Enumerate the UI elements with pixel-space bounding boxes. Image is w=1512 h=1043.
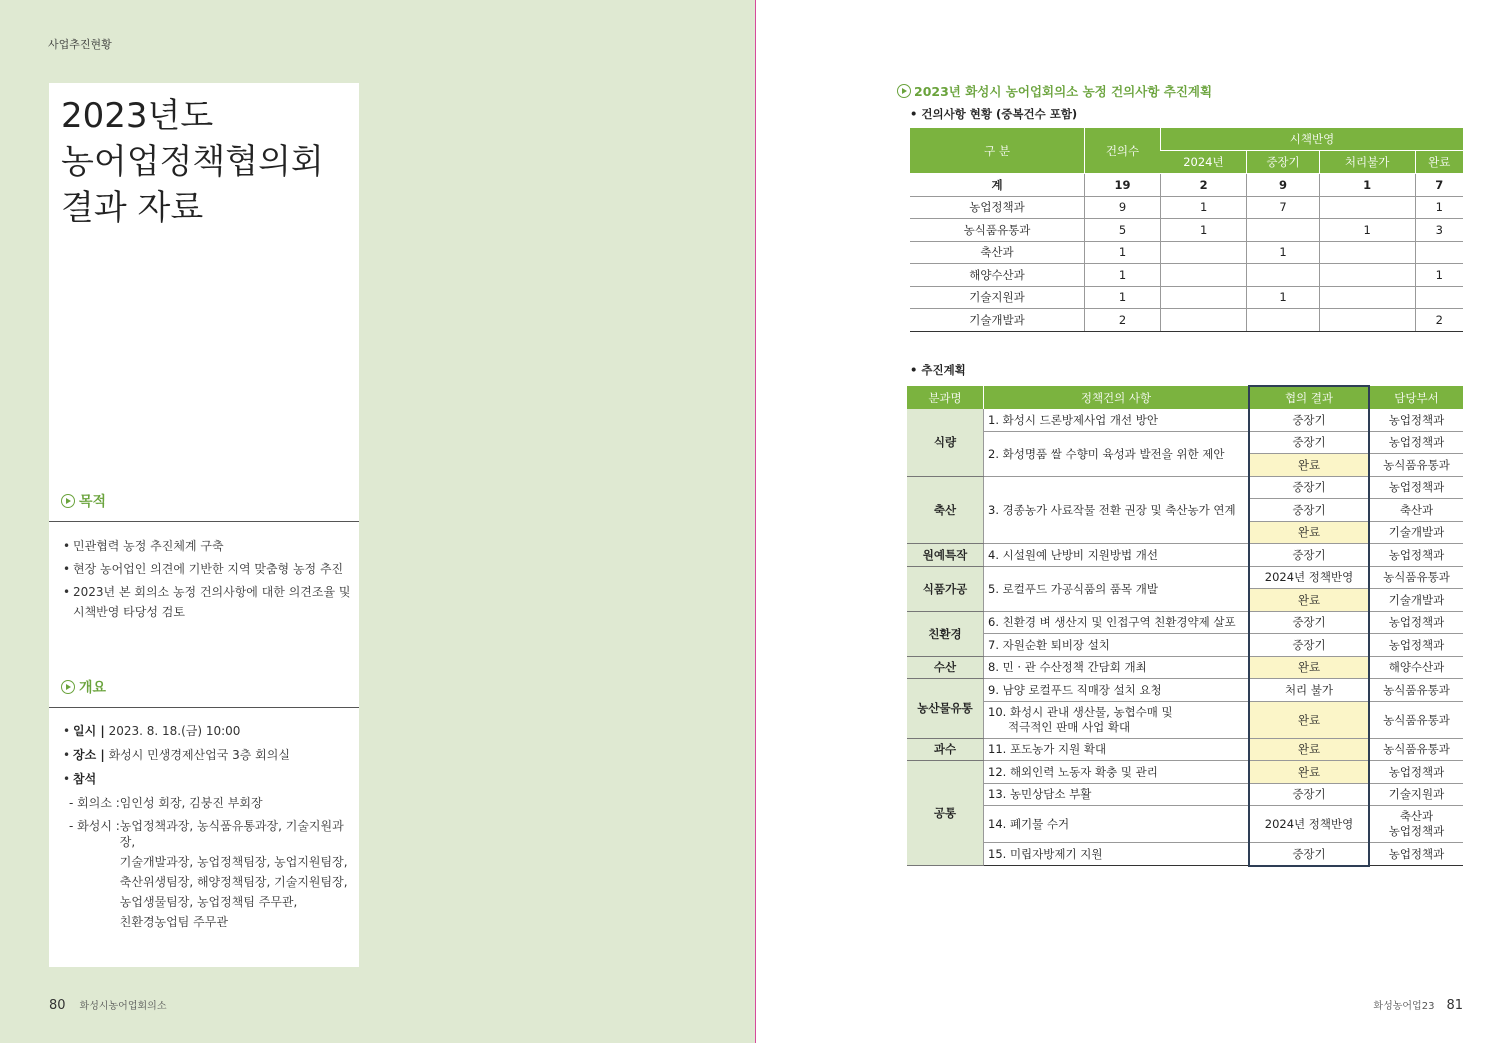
value-cell [1319, 286, 1415, 309]
dept-cell: 기술개발과 [1369, 521, 1463, 544]
result-cell: 중장기 [1249, 409, 1369, 431]
value-cell: 1 [1415, 196, 1463, 219]
dept-cell: 기술개발과 [1369, 589, 1463, 612]
play-circle-icon [61, 680, 75, 694]
value-cell: 1 [1085, 286, 1161, 309]
result-cell: 완료 [1249, 454, 1369, 477]
category-cell: 식량 [907, 409, 984, 476]
result-cell: 완료 [1249, 656, 1369, 679]
table-row [907, 611, 1463, 634]
result-cell: 중장기 [1249, 843, 1369, 866]
item-cell: 13. 농민상담소 부활 [984, 783, 1250, 806]
table-row [910, 241, 1463, 264]
dept-cell: 농식품유통과 [1369, 738, 1463, 761]
category-cell: 공통 [907, 761, 984, 866]
page-number: 81 [1446, 998, 1463, 1013]
table-row [907, 656, 1463, 679]
result-cell: 완료 [1249, 701, 1369, 738]
value-cell: 9 [1085, 196, 1161, 219]
value-cell: 1 [1085, 241, 1161, 264]
item-cell: 4. 시설원예 난방비 지원방법 개선 [984, 544, 1250, 567]
status-subheading: • 건의사항 현황 (중복건수 포함) [910, 107, 1078, 121]
table-row [907, 634, 1463, 657]
table-row [907, 566, 1463, 589]
list-item: • 현장 농어업인 의견에 기반한 지역 맞춤형 농정 추진 [63, 561, 351, 577]
right-page [756, 0, 1512, 1043]
result-cell: 중장기 [1249, 499, 1369, 522]
dept-cell: 농업정책과 [1369, 409, 1463, 431]
result-cell: 중장기 [1249, 431, 1369, 454]
date-row: • 일시 | 2023. 8. 18.(금) 10:00 [63, 723, 359, 739]
title-line: 2023년도 [61, 96, 214, 136]
value-cell: 2 [1085, 309, 1161, 332]
value-cell [1415, 241, 1463, 264]
table-row [907, 409, 1463, 431]
item-cell: 3. 경종농가 사료작물 전환 권장 및 축산농가 연계 [984, 476, 1250, 544]
table-row [907, 544, 1463, 567]
dept-cell: 농식품유통과 [1369, 454, 1463, 477]
col-header: 정책건의 사항 [984, 386, 1250, 409]
col-header: 중장기 [1247, 151, 1319, 174]
result-cell: 완료 [1249, 521, 1369, 544]
status-table [910, 128, 1463, 332]
category-cell: 계 [910, 174, 1085, 197]
item-cell: 7. 자원순환 퇴비장 설치 [984, 634, 1250, 657]
item-cell: 5. 로컬푸드 가공식품의 품목 개발 [984, 566, 1250, 611]
value-cell [1161, 264, 1247, 287]
council-attendees: - 회의소 : 임인성 회장, 김붕진 부회장 [69, 796, 263, 810]
table-row [910, 286, 1463, 309]
category-cell: 축산 [907, 476, 984, 544]
table-row [907, 431, 1463, 454]
category-cell: 친환경 [907, 611, 984, 656]
col-header: 건의수 [1085, 128, 1161, 174]
value-cell: 1 [1161, 219, 1247, 242]
col-header: 구 분 [910, 128, 1085, 174]
item-cell: 2. 화성명품 쌀 수향미 육성과 발전을 위한 제안 [984, 431, 1250, 476]
table-row [910, 264, 1463, 287]
category-cell: 농식품유통과 [910, 219, 1085, 242]
left-footer [49, 997, 167, 1013]
value-cell: 9 [1247, 174, 1319, 197]
list-item: • 민관협력 농정 추진체계 구축 [63, 538, 351, 554]
category-cell: 식품가공 [907, 566, 984, 611]
col-header: 담당부서 [1369, 386, 1463, 409]
table-row [907, 738, 1463, 761]
dept-cell: 농업정책과 [1369, 761, 1463, 784]
overview-info [63, 723, 359, 941]
dept-cell: 농식품유통과 [1369, 566, 1463, 589]
value-cell: 5 [1085, 219, 1161, 242]
col-header: 시책반영 [1161, 128, 1464, 151]
title-line: 농어업정책협의회 [61, 142, 324, 182]
category-cell: 축산과 [910, 241, 1085, 264]
result-cell: 완료 [1249, 761, 1369, 784]
item-cell: 14. 폐기물 수거 [984, 806, 1250, 843]
item-cell: 11. 포도농가 지원 확대 [984, 738, 1250, 761]
value-cell [1247, 309, 1319, 332]
table-row [907, 843, 1463, 866]
footer-publication: 화성농어업23 [1373, 1001, 1435, 1012]
title-card [49, 83, 359, 967]
table-row [907, 761, 1463, 784]
item-cell: 6. 친환경 벼 생산지 및 인접구역 친환경약제 살포 [984, 611, 1250, 634]
col-header: 처리불가 [1319, 151, 1415, 174]
value-cell: 1 [1247, 241, 1319, 264]
table-row [910, 196, 1463, 219]
result-cell: 2024년 정책반영 [1249, 806, 1369, 843]
footer-org: 화성시농어업회의소 [79, 1001, 167, 1012]
right-footer [1373, 997, 1463, 1013]
item-cell: 1. 화성시 드론방제사업 개선 방안 [984, 409, 1250, 431]
dept-cell: 축산과 농업정책과 [1369, 806, 1463, 843]
category-cell: 수산 [907, 656, 984, 679]
category-cell: 과수 [907, 738, 984, 761]
value-cell: 19 [1085, 174, 1161, 197]
table-row [910, 309, 1463, 332]
value-cell: 2 [1415, 309, 1463, 332]
dept-cell: 해양수산과 [1369, 656, 1463, 679]
city-attendees: - 화성시 : 농업정책과장, 농식품유통과장, 기술지원과장, 기술개발과장, 농업정책팀장, 농업지원팀장, 축산위생팀장, 해양정책팀장, 기술지원팀장, 농업생물팀장, 농업정책팀 주무관, 친환경농업팀 주무관 [69, 819, 348, 929]
result-cell: 중장기 [1249, 783, 1369, 806]
result-cell: 완료 [1249, 738, 1369, 761]
item-cell: 12. 해외인력 노동자 확충 및 관리 [984, 761, 1250, 784]
value-cell [1247, 219, 1319, 242]
dept-cell: 농업정책과 [1369, 634, 1463, 657]
result-cell: 중장기 [1249, 611, 1369, 634]
running-head: 사업추진현황 [48, 38, 112, 51]
item-cell: 15. 미립자방제기 지원 [984, 843, 1250, 866]
plan-table [907, 385, 1463, 867]
category-cell: 기술개발과 [910, 309, 1085, 332]
value-cell [1247, 264, 1319, 287]
plan-subheading: • 추진계획 [910, 363, 966, 377]
value-cell [1161, 309, 1247, 332]
place-row: • 장소 | 화성시 민생경제산업국 3층 회의실 [63, 747, 359, 763]
value-cell: 1 [1161, 196, 1247, 219]
category-cell: 농업정책과 [910, 196, 1085, 219]
table-row [907, 701, 1463, 738]
overview-heading: 개요 [61, 677, 106, 697]
dept-cell: 농업정책과 [1369, 843, 1463, 866]
item-cell: 10. 화성시 관내 생산물, 농협수매 및 적극적인 판매 사업 확대 [984, 701, 1250, 738]
table-row [910, 174, 1463, 197]
attendees-row: • 참석 [63, 771, 359, 787]
section-divider [49, 707, 359, 708]
category-cell: 원예특작 [907, 544, 984, 567]
col-header: 분과명 [907, 386, 984, 409]
value-cell [1415, 286, 1463, 309]
dept-cell: 농업정책과 [1369, 431, 1463, 454]
value-cell [1161, 241, 1247, 264]
value-cell: 1 [1415, 264, 1463, 287]
table-row [907, 783, 1463, 806]
purpose-heading: 목적 [61, 491, 106, 511]
dept-cell: 기술지원과 [1369, 783, 1463, 806]
dept-cell: 농업정책과 [1369, 611, 1463, 634]
value-cell: 1 [1319, 219, 1415, 242]
value-cell [1161, 286, 1247, 309]
dept-cell: 농식품유통과 [1369, 701, 1463, 738]
result-cell: 완료 [1249, 589, 1369, 612]
page-title [61, 93, 324, 231]
col-header: 협의 결과 [1249, 386, 1369, 409]
col-header: 2024년 [1161, 151, 1247, 174]
list-item: • 2023년 본 회의소 농정 건의사항에 대한 의견조율 및 시책반영 타당성 검토 [63, 584, 351, 620]
value-cell: 7 [1415, 174, 1463, 197]
result-cell: 중장기 [1249, 476, 1369, 499]
item-cell: 8. 민 · 관 수산정책 간담회 개최 [984, 656, 1250, 679]
dept-cell: 농업정책과 [1369, 544, 1463, 567]
col-header: 완료 [1415, 151, 1463, 174]
play-circle-icon [61, 494, 75, 508]
value-cell: 3 [1415, 219, 1463, 242]
purpose-list [63, 538, 351, 627]
table-row [907, 476, 1463, 499]
table-row [907, 679, 1463, 702]
value-cell: 1 [1319, 174, 1415, 197]
value-cell: 1 [1247, 286, 1319, 309]
dept-cell: 농식품유통과 [1369, 679, 1463, 702]
page-number: 80 [49, 998, 66, 1013]
value-cell: 1 [1085, 264, 1161, 287]
result-cell: 중장기 [1249, 544, 1369, 567]
play-circle-icon [897, 84, 911, 98]
section-divider [49, 521, 359, 522]
dept-cell: 농업정책과 [1369, 476, 1463, 499]
category-cell: 농산물유통 [907, 679, 984, 739]
value-cell: 7 [1247, 196, 1319, 219]
result-cell: 중장기 [1249, 634, 1369, 657]
value-cell [1319, 241, 1415, 264]
item-cell: 9. 남양 로컬푸드 직매장 설치 요청 [984, 679, 1250, 702]
dept-cell: 축산과 [1369, 499, 1463, 522]
value-cell: 2 [1161, 174, 1247, 197]
result-cell: 2024년 정책반영 [1249, 566, 1369, 589]
category-cell: 해양수산과 [910, 264, 1085, 287]
table-row [910, 219, 1463, 242]
plan-heading: 2023년 화성시 농어업회의소 농정 건의사항 추진계획 [897, 82, 1212, 100]
value-cell [1319, 264, 1415, 287]
result-cell: 처리 불가 [1249, 679, 1369, 702]
category-cell: 기술지원과 [910, 286, 1085, 309]
table-row [907, 806, 1463, 843]
title-line: 결과 자료 [61, 188, 204, 228]
value-cell [1319, 196, 1415, 219]
value-cell [1319, 309, 1415, 332]
